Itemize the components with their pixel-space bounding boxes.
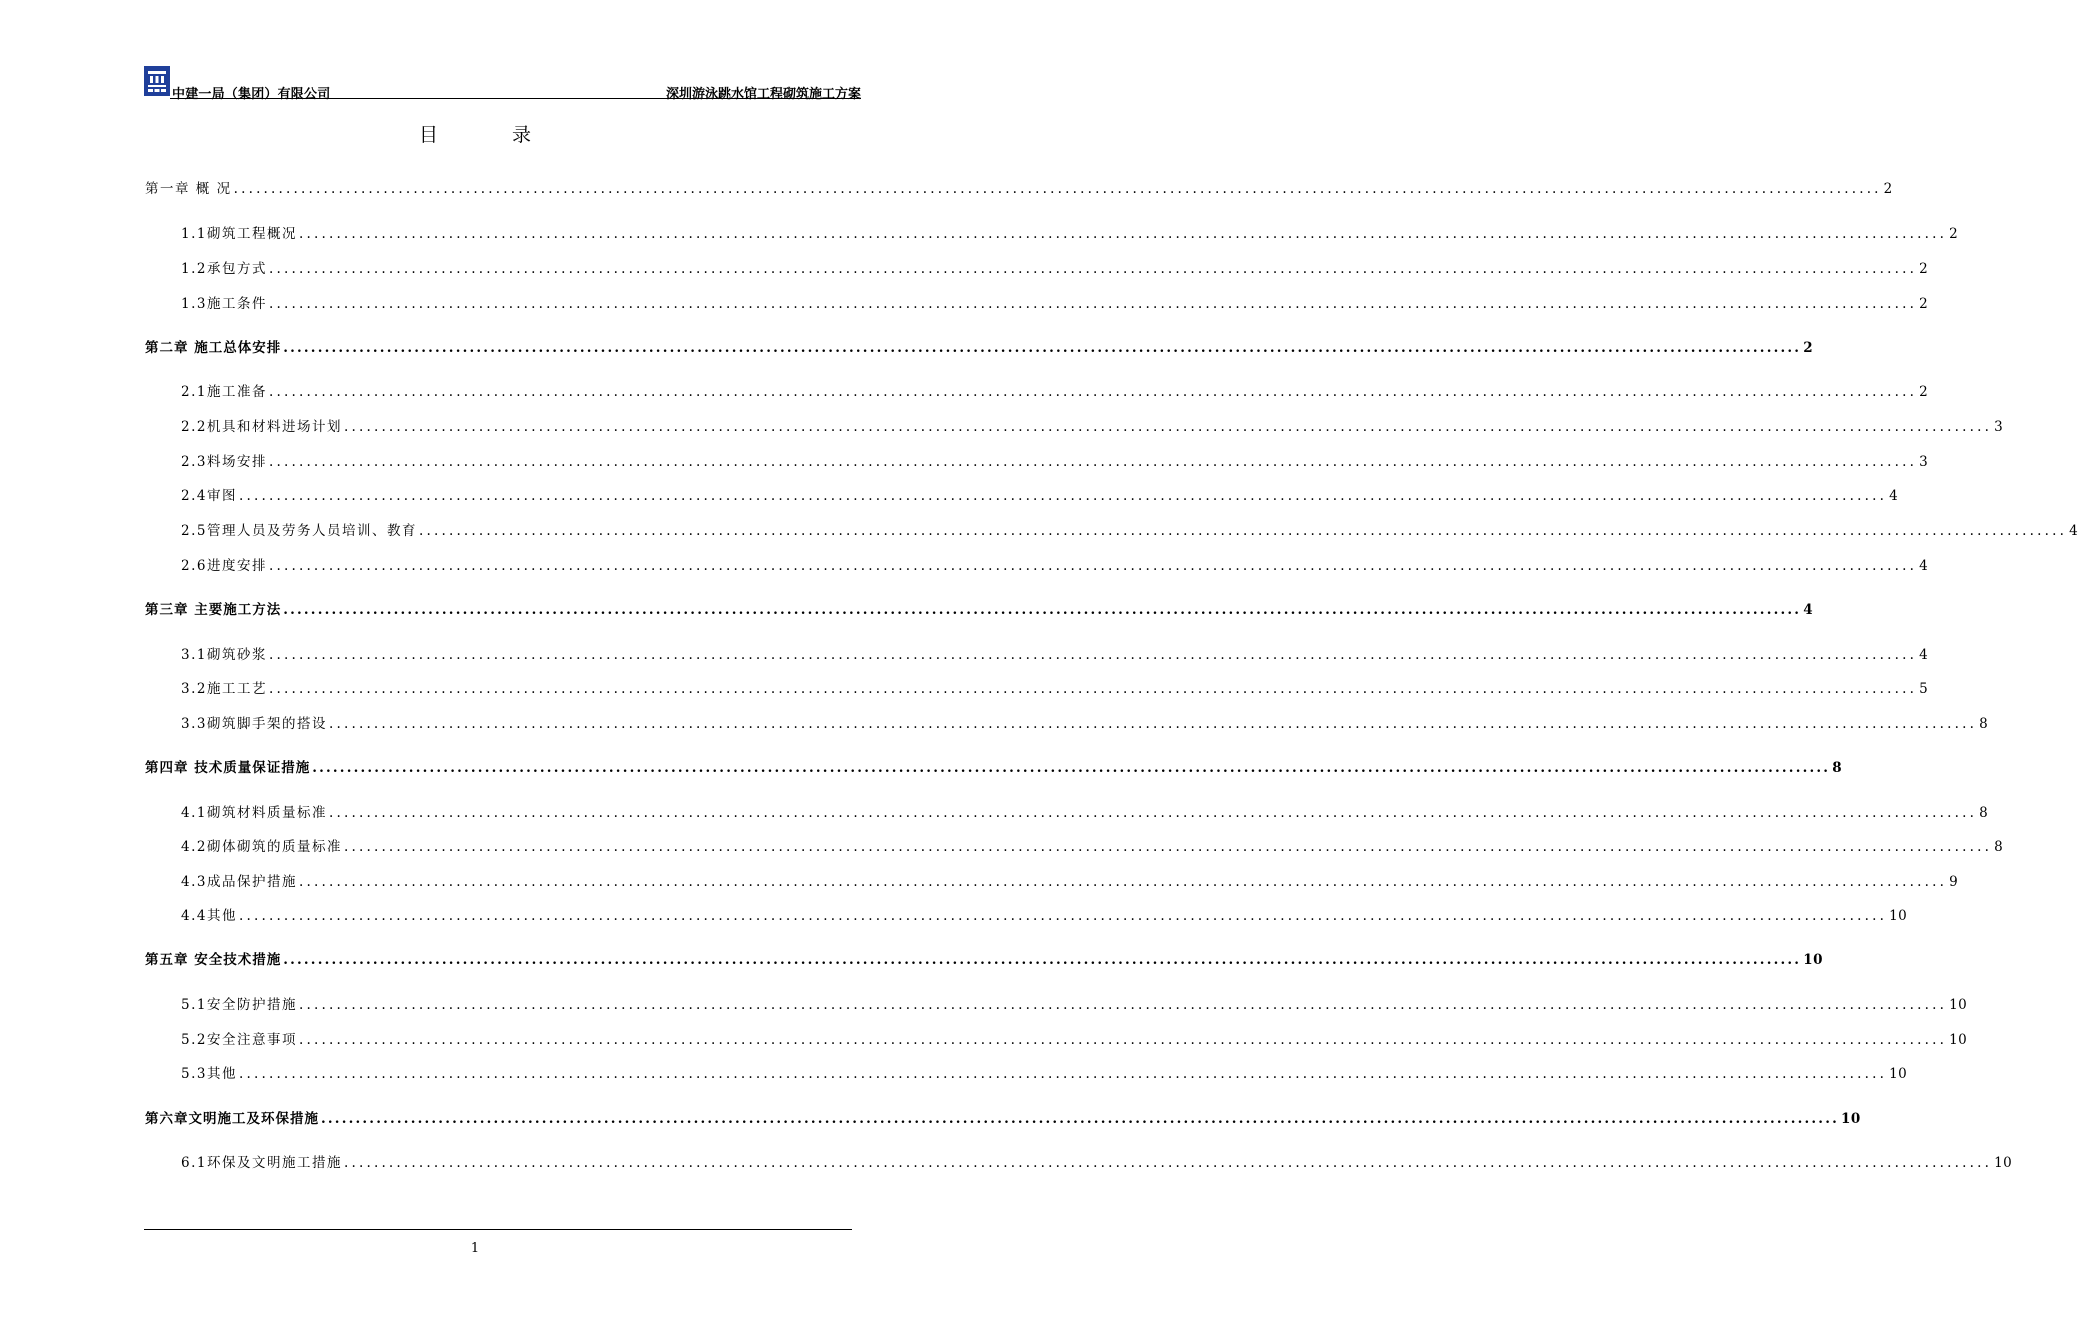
company-logo	[144, 66, 170, 96]
toc-entry-page: 10	[1841, 1111, 1861, 1127]
toc-entry-page: 8	[1979, 805, 1989, 821]
toc-entry[interactable]	[181, 835, 2004, 855]
toc-dot-leader: ............................................................................................................................................................................................................................	[268, 647, 1918, 663]
toc-entry-label: 4.3成品保护措施	[181, 874, 297, 890]
toc-title: 目 录	[418, 124, 566, 146]
toc-entry-label: 第五章 安全技术措施	[145, 952, 282, 968]
toc-entry-label: 2.5管理人员及劳务人员培训、教育	[181, 523, 417, 539]
toc-entry-page: 3	[1919, 454, 1929, 470]
toc-entry[interactable]	[145, 598, 1814, 618]
toc-entry-label: 2.6进度安排	[181, 558, 267, 574]
toc-dot-leader: ............................................................................................................................................................................................................................	[298, 226, 1948, 242]
toc-entry-page: 2	[1919, 384, 1929, 400]
toc-entry-label: 1.1砌筑工程概况	[181, 226, 297, 242]
toc-entry[interactable]	[181, 993, 1968, 1013]
toc-dot-leader: ............................................................................................................................................................................................................................	[268, 384, 1918, 400]
toc-entry[interactable]	[181, 450, 1929, 470]
toc-entry-page: 5	[1919, 681, 1929, 697]
toc-entry-label: 3.3砌筑脚手架的搭设	[181, 716, 327, 732]
toc-dot-leader: ............................................................................................................................................................................................................................	[298, 1032, 1948, 1048]
toc-entry-label: 5.1安全防护措施	[181, 997, 297, 1013]
toc-entry[interactable]	[181, 292, 1929, 312]
toc-dot-leader: ............................................................................................................................................................................................................................	[283, 340, 1802, 356]
toc-dot-leader: ............................................................................................................................................................................................................................	[343, 1155, 1993, 1171]
toc-entry-page: 2	[1949, 226, 1959, 242]
building-logo-icon	[146, 69, 168, 93]
toc-entry-label: 2.3料场安排	[181, 454, 267, 470]
toc-entry-page: 2	[1803, 340, 1814, 356]
toc-entry-label: 6.1环保及文明施工措施	[181, 1155, 342, 1171]
toc-entry-label: 4.4其他	[181, 908, 237, 924]
toc-entry-page: 8	[1832, 760, 1843, 776]
toc-entry[interactable]	[181, 712, 1989, 732]
toc-entry-page: 10	[1994, 1155, 2013, 1171]
toc-entry[interactable]	[181, 904, 1908, 924]
toc-entry[interactable]	[181, 1062, 1908, 1082]
toc-entry[interactable]	[181, 519, 2078, 539]
toc-entry[interactable]	[181, 1028, 1968, 1048]
toc-dot-leader: ............................................................................................................................................................................................................................	[268, 296, 1918, 312]
toc-entry-label: 2.4审图	[181, 488, 237, 504]
toc-entry[interactable]	[181, 257, 1929, 277]
toc-dot-leader: ............................................................................................................................................................................................................................	[328, 805, 1978, 821]
page-header	[144, 66, 861, 100]
page-number: 1	[470, 1241, 480, 1256]
toc-entry-label: 3.1砌筑砂浆	[181, 647, 267, 663]
toc-entry-page: 10	[1889, 908, 1908, 924]
toc-dot-leader: ............................................................................................................................................................................................................................	[268, 454, 1918, 470]
toc-entry-page: 8	[1994, 839, 2004, 855]
project-title: 深圳游泳跳水馆工程砌筑施工方案	[665, 87, 861, 102]
toc-entry-label: 第六章文明施工及环保措施	[145, 1111, 319, 1127]
toc-entry[interactable]	[181, 415, 2004, 435]
toc-dot-leader: ............................................................................................................................................................................................................................	[238, 1066, 1888, 1082]
toc-entry[interactable]	[181, 222, 1959, 242]
company-name: 中建一局（集团）有限公司	[172, 87, 331, 102]
toc-entry-label: 第二章 施工总体安排	[145, 340, 282, 356]
footer-divider	[144, 1229, 852, 1230]
toc-entry-page: 4	[1919, 558, 1929, 574]
toc-entry-label: 5.2安全注意事项	[181, 1032, 297, 1048]
toc-entry-page: 2	[1919, 261, 1929, 277]
toc-entry[interactable]	[181, 484, 1899, 504]
toc-entry-page: 4	[2069, 523, 2078, 539]
toc-entry[interactable]	[181, 801, 1989, 821]
toc-dot-leader: ............................................................................................................................................................................................................................	[312, 760, 1831, 776]
toc-entry[interactable]	[181, 677, 1929, 697]
toc-entry-page: 4	[1889, 488, 1899, 504]
toc-entry-label: 3.2施工工艺	[181, 681, 267, 697]
toc-dot-leader: ............................................................................................................................................................................................................................	[238, 488, 1888, 504]
toc-entry-page: 10	[1803, 952, 1823, 968]
toc-entry-page: 10	[1949, 997, 1968, 1013]
toc-entry[interactable]	[181, 1151, 2013, 1171]
toc-entry-page: 9	[1949, 874, 1959, 890]
toc-dot-leader: ............................................................................................................................................................................................................................	[233, 181, 1882, 197]
toc-entry-label: 第三章 主要施工方法	[145, 602, 282, 618]
toc-entry-label: 第四章 技术质量保证措施	[145, 760, 311, 776]
toc-entry[interactable]	[145, 948, 1823, 968]
toc-dot-leader: ............................................................................................................................................................................................................................	[268, 558, 1918, 574]
toc-entry-label: 2.2机具和材料进场计划	[181, 419, 342, 435]
toc-dot-leader: ............................................................................................................................................................................................................................	[283, 602, 1802, 618]
toc-entry[interactable]	[181, 643, 1929, 663]
toc-dot-leader: ............................................................................................................................................................................................................................	[298, 997, 1948, 1013]
toc-entry-page: 8	[1979, 716, 1989, 732]
toc-entry-label: 1.2承包方式	[181, 261, 267, 277]
toc-entry[interactable]	[181, 870, 1959, 890]
toc-dot-leader: ............................................................................................................................................................................................................................	[298, 874, 1948, 890]
toc-dot-leader: ............................................................................................................................................................................................................................	[268, 681, 1918, 697]
toc-dot-leader: ............................................................................................................................................................................................................................	[418, 523, 2068, 539]
toc-dot-leader: ............................................................................................................................................................................................................................	[238, 908, 1888, 924]
toc-entry-page: 4	[1803, 602, 1814, 618]
toc-entry[interactable]	[181, 380, 1929, 400]
toc-entry[interactable]	[145, 336, 1814, 356]
toc-entry-page: 3	[1994, 419, 2004, 435]
toc-entry-page: 2	[1919, 296, 1929, 312]
toc-entry-page: 10	[1889, 1066, 1908, 1082]
toc-entry[interactable]	[181, 554, 1929, 574]
toc-entry[interactable]	[145, 1107, 1861, 1127]
toc-dot-leader: ............................................................................................................................................................................................................................	[343, 839, 1993, 855]
toc-entry-page: 2	[1883, 181, 1893, 197]
toc-entry-label: 2.1施工准备	[181, 384, 267, 400]
toc-entry-label: 5.3其他	[181, 1066, 237, 1082]
toc-entry-page: 10	[1949, 1032, 1968, 1048]
toc-dot-leader: ............................................................................................................................................................................................................................	[328, 716, 1978, 732]
toc-entry[interactable]	[145, 756, 1843, 776]
toc-dot-leader: ............................................................................................................................................................................................................................	[343, 419, 1993, 435]
toc-dot-leader: ............................................................................................................................................................................................................................	[283, 952, 1802, 968]
toc-dot-leader: ............................................................................................................................................................................................................................	[321, 1111, 1839, 1127]
header-divider	[170, 98, 861, 99]
toc-entry-label: 1.3施工条件	[181, 296, 267, 312]
toc-entry-page: 4	[1919, 647, 1929, 663]
toc-dot-leader: ............................................................................................................................................................................................................................	[268, 261, 1918, 277]
toc-entry-label: 4.1砌筑材料质量标准	[181, 805, 327, 821]
toc-entry[interactable]	[145, 177, 1893, 197]
toc-entry-label: 4.2砌体砌筑的质量标准	[181, 839, 342, 855]
toc-entry-label: 第一章 概 况	[145, 181, 232, 197]
